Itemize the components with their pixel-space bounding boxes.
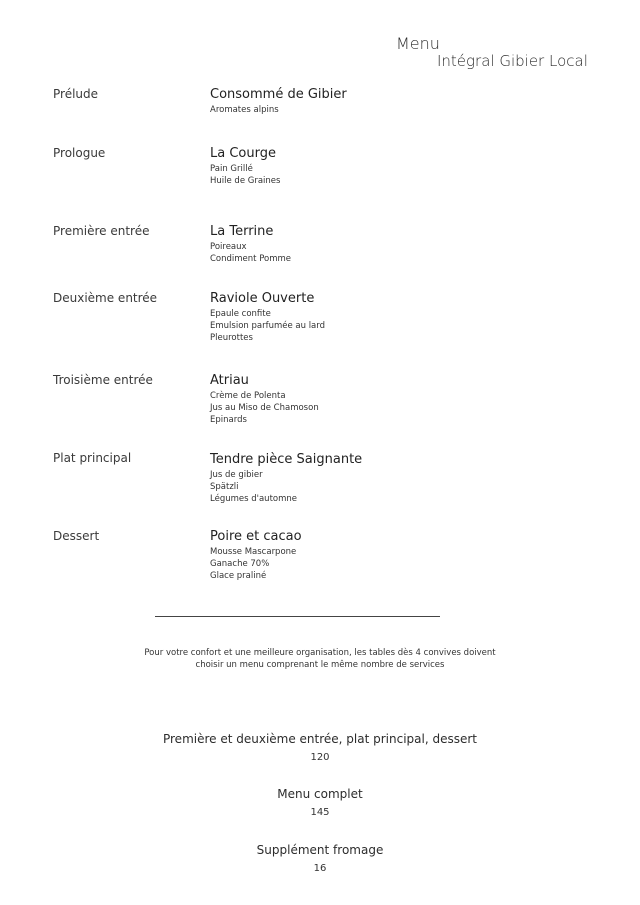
course-item: Poireaux (210, 242, 247, 252)
note-line: Pour votre confort et une meilleure organisation, les tables dès 4 convives doivent (144, 648, 496, 658)
price-label: Menu complet (277, 787, 363, 801)
course-items (210, 241, 291, 265)
course-dish: La Terrine (210, 224, 274, 239)
course-item: Mousse Mascarpone (210, 547, 297, 557)
course-label: Troisième entrée (53, 373, 153, 387)
course-label: Prélude (53, 87, 99, 101)
price-label: Supplément fromage (256, 843, 384, 857)
course-item: Spätzli (210, 482, 239, 492)
course-dish: La Courge (210, 146, 276, 161)
course-item: Glace praliné (210, 571, 267, 581)
price-option (0, 843, 640, 874)
course-item: Ganache 70% (210, 559, 270, 569)
course-item: Légumes d'automne (210, 494, 297, 504)
course-label: Prologue (53, 146, 106, 160)
divider (155, 616, 440, 617)
menu-title: Menu (396, 34, 440, 53)
course-items (210, 469, 297, 505)
note-line: choisir un menu comprenant le même nombre de services (195, 660, 445, 670)
course-items (210, 390, 319, 426)
course-item: Aromates alpins (210, 105, 279, 115)
course-dish: Tendre pièce Saignante (210, 452, 363, 467)
course-label: Dessert (53, 529, 100, 543)
course-dish: Poire et cacao (210, 529, 302, 544)
course-dish: Atriau (210, 373, 249, 388)
course-items (210, 546, 296, 582)
price-option (0, 787, 640, 818)
course-item: Huile de Graines (210, 176, 281, 186)
price-value: 120 (310, 752, 330, 763)
course-item: Pain Grillé (210, 164, 253, 174)
course-dish: Raviole Ouverte (210, 291, 315, 306)
price-option (0, 732, 640, 763)
menu-subtitle: Intégral Gibier Local (437, 52, 588, 70)
group-booking-note (120, 647, 520, 671)
price-label: Première et deuxième entrée, plat principal, dessert (162, 732, 478, 746)
course-items (210, 163, 280, 187)
course-label: Deuxième entrée (53, 291, 158, 305)
course-item: Epinards (210, 415, 247, 425)
course-item: Condiment Pomme (210, 254, 292, 264)
course-dish: Consommé de Gibier (210, 87, 347, 102)
course-item: Jus au Miso de Chamoson (210, 403, 319, 413)
course-items (210, 308, 325, 344)
course-items (210, 104, 279, 116)
price-value: 145 (310, 807, 330, 818)
course-item: Emulsion parfumée au lard (210, 321, 326, 331)
course-item: Crème de Polenta (210, 391, 286, 401)
course-item: Epaule confite (210, 309, 271, 319)
course-item: Jus de gibier (210, 470, 263, 480)
course-item: Pleurottes (210, 333, 253, 343)
course-label: Plat principal (53, 451, 132, 465)
price-value: 16 (313, 863, 327, 874)
course-label: Première entrée (53, 224, 150, 238)
